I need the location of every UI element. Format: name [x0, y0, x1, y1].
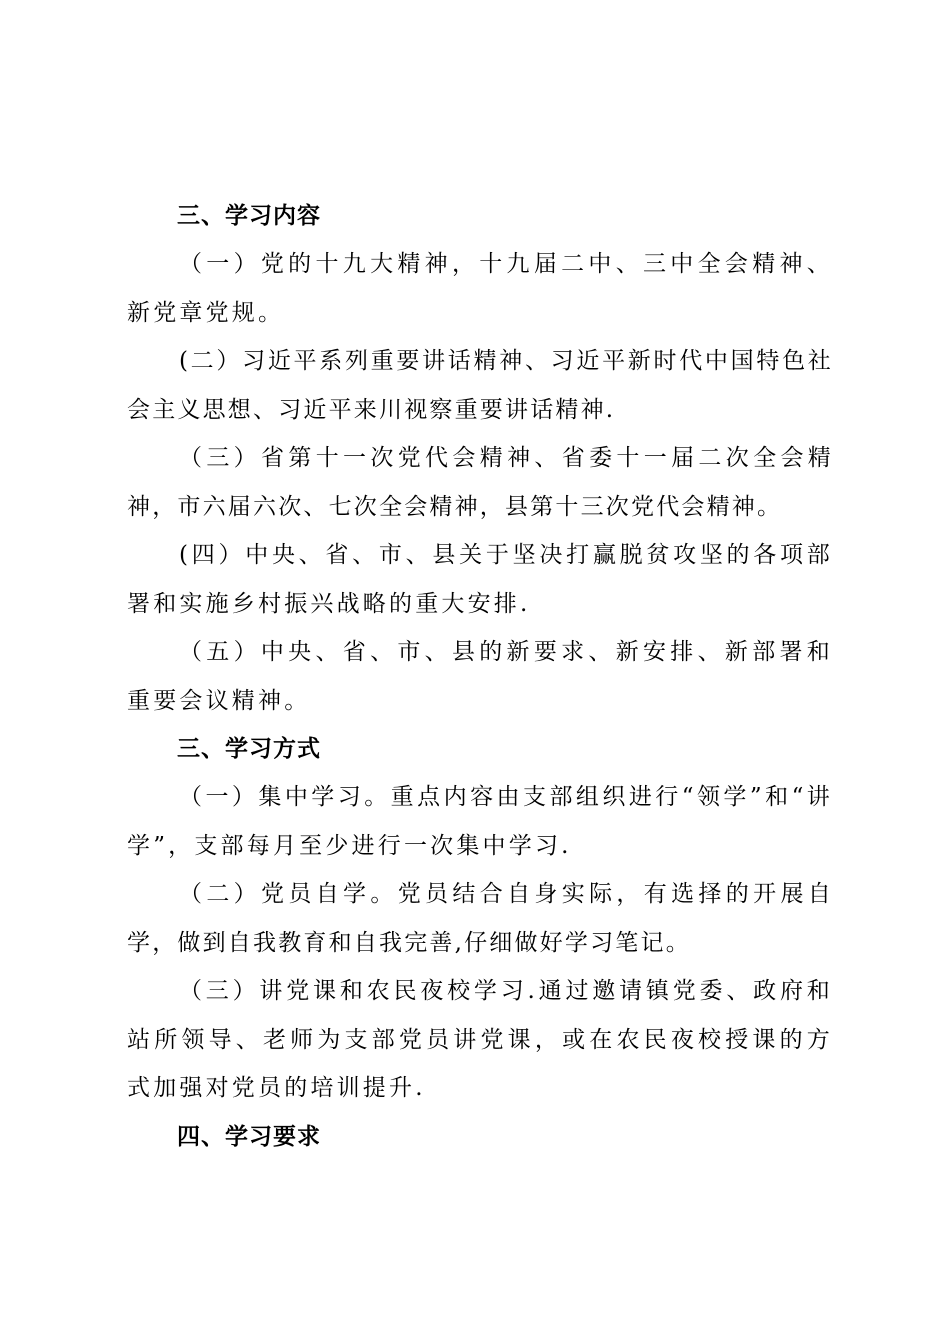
document-body	[127, 192, 833, 1161]
content-item-1: （一）党的十九大精神，十九届二中、三中全会精神、新党章党规。	[127, 251, 833, 326]
section-heading-content: 三、学习内容	[177, 203, 321, 229]
content-item-2: (二）习近平系列重要讲话精神、习近平新时代中国特色社会主义思想、习近平来川视察重要讲话精神.	[127, 348, 833, 423]
section-heading-method: 三、学习方式	[177, 736, 321, 762]
method-item-1: （一）集中学习。重点内容由支部组织进行“领学”和“讲学”，支部每月至少进行一次集中学习.	[127, 784, 833, 859]
content-item-3: （三）省第十一次党代会精神、省委十一届二次全会精神，市六届六次、七次全会精神，县第十三次党代会精神。	[127, 445, 833, 520]
method-item-3: （三）讲党课和农民夜校学习.通过邀请镇党委、政府和站所领导、老师为支部党员讲党课，或在农民夜校授课的方式加强对党员的培训提升.	[127, 978, 833, 1101]
content-item-5: （五）中央、省、市、县的新要求、新安排、新部署和重要会议精神。	[127, 639, 833, 714]
method-item-2: （二）党员自学。党员结合自身实际，有选择的开展自学，做到自我教育和自我完善,仔细做好学习笔记。	[127, 881, 833, 956]
section-heading-requirements: 四、学习要求	[177, 1123, 321, 1150]
content-item-4: (四）中央、省、市、县关于坚决打赢脱贫攻坚的各项部署和实施乡村振兴战略的重大安排.	[127, 542, 833, 617]
